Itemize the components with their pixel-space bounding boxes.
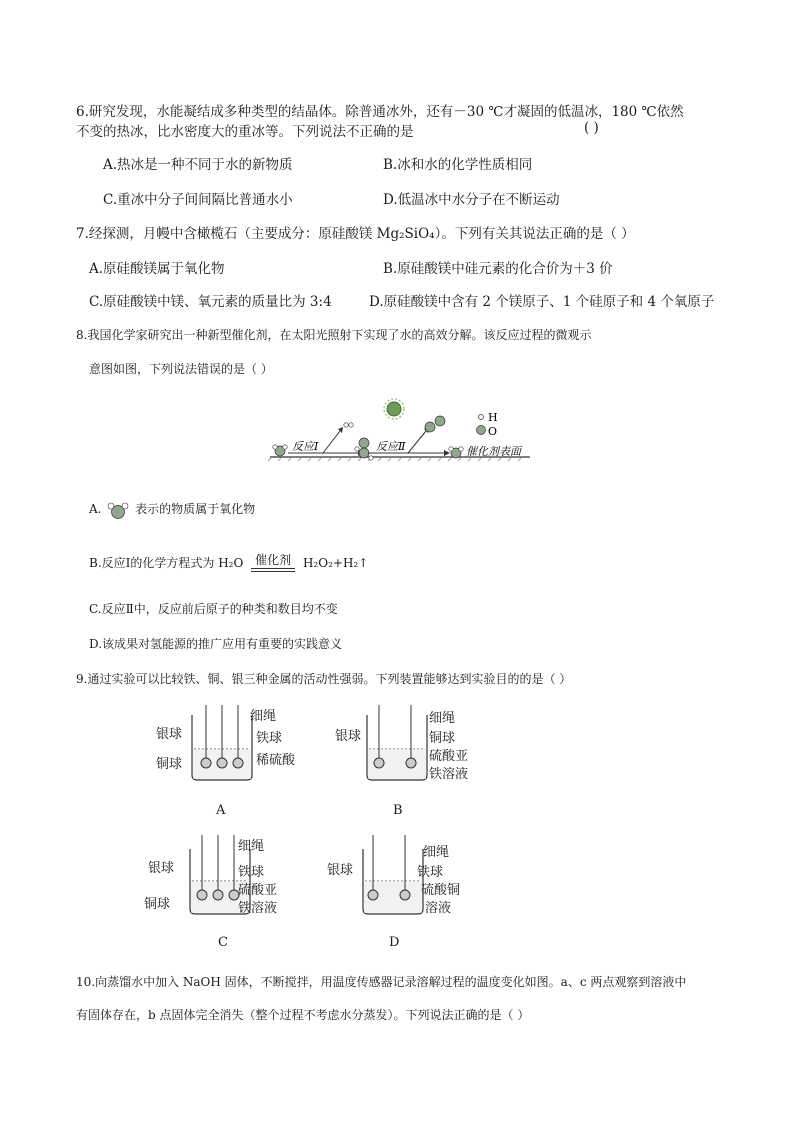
- legend-o-label: O: [488, 425, 498, 438]
- legend-o-icon: [477, 426, 486, 435]
- q8-option-a-prefix: A.: [89, 502, 102, 516]
- label-silver-ball: 银球: [335, 729, 362, 744]
- label-ferrous-sulfate-2: 铁溶液: [429, 767, 469, 782]
- label-string: 细绳: [429, 711, 456, 726]
- q7-stem: 7.经探测，月幔中含橄榄石（主要成分：原硅酸镁 Mg₂SiO₄）。下列有关其说法正确的是（ ）: [76, 226, 635, 242]
- reaction-diagram-svg: [268, 395, 538, 465]
- beaker-b-svg: [335, 705, 495, 785]
- label-dilute-sulfuric-acid: 稀硫酸: [256, 753, 296, 768]
- apparatus-a-letter: A: [216, 803, 226, 818]
- q8-option-b-prefix: B.反应Ⅰ的化学方程式为 H₂O: [89, 556, 244, 570]
- label-copper-ball: 铜球: [429, 731, 456, 746]
- reaction-1-label: 反应Ⅰ: [292, 440, 319, 453]
- q8-option-c: C.反应Ⅱ中，反应前后原子的种类和数目均不变: [89, 602, 338, 616]
- q6-option-a: A.热冰是一种不同于水的新物质: [103, 157, 293, 173]
- label-copper-ball: 铜球: [156, 757, 183, 772]
- label-copper-sulfate-1: 硫酸铜: [421, 883, 461, 898]
- catalyst-surface-label: 催化剂表面: [466, 445, 521, 458]
- label-silver-ball: 银球: [327, 863, 354, 878]
- h2o2-molecule-icon: [105, 501, 131, 519]
- q8-option-b-products: H₂O₂+H₂↑: [302, 556, 369, 570]
- q7-option-c: C.原硅酸镁中镁、氧元素的质量比为 3:4: [89, 294, 332, 310]
- q8-option-b: [89, 554, 368, 573]
- q9-apparatus-c: [140, 835, 305, 955]
- q10-stem-line2: 有固体存在，b 点固体完全消失（整个过程不考虑水分蒸发）。下列说法正确的是（ ）: [76, 1008, 530, 1022]
- label-string: 细绳: [423, 845, 450, 860]
- q7-option-b: B.原硅酸镁中硅元素的化合价为＋3 价: [383, 261, 613, 277]
- q7-option-d: D.原硅酸镁中含有 2 个镁原子、1 个硅原子和 4 个氧原子: [369, 294, 715, 310]
- q9-apparatus-d: [325, 835, 490, 955]
- q8-option-a-text: 表示的物质属于氧化物: [135, 502, 256, 516]
- legend-h-icon: [479, 415, 484, 420]
- label-ferrous-sulfate-1: 硫酸亚: [429, 749, 469, 764]
- q8-reaction-diagram: [268, 395, 538, 465]
- sun-icon: [384, 399, 404, 419]
- q6-stem-line2: [76, 120, 599, 140]
- q10-stem-line1: 10.向蒸馏水中加入 NaOH 固体，不断搅拌，用温度传感器记录溶解过程的温度变化如图。a、c 两点观察到溶液中: [76, 975, 687, 989]
- label-silver-ball: 银球: [156, 727, 183, 742]
- catalyst-label: 催化剂: [255, 553, 292, 567]
- label-copper-sulfate-2: 溶液: [425, 901, 452, 916]
- label-silver-ball: 银球: [148, 861, 175, 876]
- q6-option-c: C.重冰中分子间间隔比普通水小: [103, 192, 293, 208]
- catalyst-arrow: [251, 554, 295, 573]
- q6-answer-paren: ( ): [584, 120, 599, 136]
- q6-option-d: D.低温冰中水分子在不断运动: [383, 192, 560, 208]
- legend-h-label: H: [488, 411, 498, 424]
- q8-option-d: D.该成果对氢能源的推广应用有重要的实践意义: [89, 637, 343, 651]
- q6-stem-line1: 6.研究发现，水能凝结成多种类型的结晶体。除普通冰外，还有－30 ℃才凝固的低温冰，180 ℃依然: [76, 104, 684, 120]
- q6-option-b: B.冰和水的化学性质相同: [383, 157, 533, 173]
- q9-stem: 9.通过实验可以比较铁、铜、银三种金属的活动性强弱。下列装置能够达到实验目的的是（ ）: [76, 672, 572, 686]
- label-ferrous-sulfate-2: 铁溶液: [238, 901, 278, 916]
- label-copper-ball: 铜球: [144, 897, 171, 912]
- label-string: 细绳: [238, 839, 265, 854]
- apparatus-b-letter: B: [393, 803, 403, 818]
- q9-apparatus-a: [150, 705, 310, 820]
- label-iron-ball: 铁球: [417, 865, 444, 880]
- q7-option-a: A.原硅酸镁属于氧化物: [89, 261, 225, 277]
- q8-stem-line1: 8.我国化学家研究出一种新型催化剂，在太阳光照射下实现了水的高效分解。该反应过程的微观示: [76, 328, 592, 342]
- apparatus-c-letter: C: [218, 935, 228, 950]
- label-string: 细绳: [250, 709, 277, 724]
- q9-apparatus-b: [335, 705, 495, 820]
- beaker-a-svg: [150, 705, 310, 785]
- q6-stem-text: 不变的热冰，比水密度大的重冰等。下列说法不正确的是: [76, 124, 414, 140]
- label-iron-ball: 铁球: [256, 731, 283, 746]
- reaction-2-label: 反应Ⅱ: [376, 440, 406, 453]
- apparatus-d-letter: D: [389, 935, 400, 950]
- q8-stem-line2: 意图如图，下列说法错误的是（ ）: [89, 362, 273, 376]
- label-ferrous-sulfate-1: 硫酸亚: [238, 883, 278, 898]
- q8-option-a: [89, 500, 255, 519]
- label-iron-ball: 铁球: [238, 865, 265, 880]
